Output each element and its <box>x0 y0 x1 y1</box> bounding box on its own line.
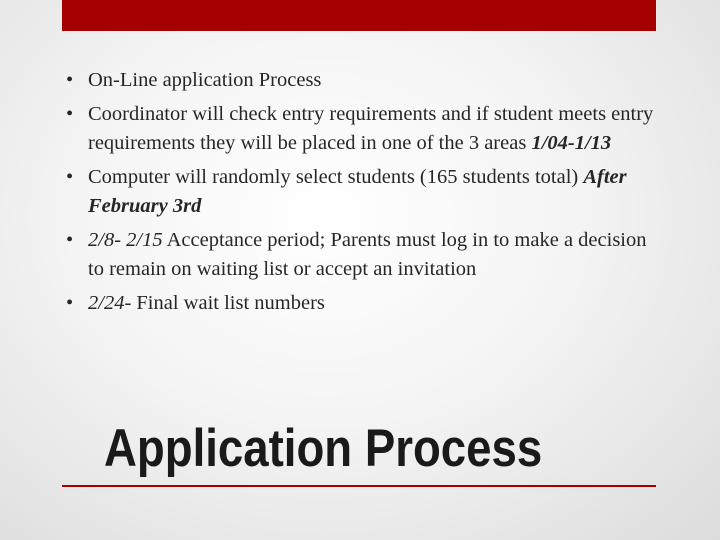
slide-title: Application Process <box>104 419 543 478</box>
date-range: 2/8- 2/15 <box>88 229 163 251</box>
bullet-list <box>66 66 666 323</box>
top-accent-band <box>62 0 656 31</box>
bullet-item <box>66 100 666 158</box>
bullet-item <box>66 226 666 284</box>
title-underline <box>62 485 656 487</box>
date-text: After February 3rd <box>88 166 627 217</box>
bullet-text: Computer will randomly select students (165 students total) <box>88 166 584 188</box>
bullet-item <box>66 163 666 221</box>
bullet-text: On-Line application Process <box>88 69 322 91</box>
bullet-item <box>66 66 666 95</box>
bullet-text: Coordinator will check entry requirements and if student meets entry requirements they will be placed in one of the 3 areas <box>88 103 654 154</box>
bullet-text: Acceptance period; Parents must log in to make a decision to remain on waiting list or accept an invitation <box>88 229 647 280</box>
bullet-item <box>66 289 666 318</box>
bullet-text: Final wait list numbers <box>131 292 325 314</box>
date-range: 1/04-1/13 <box>531 132 612 154</box>
date-text: 2/24- <box>88 292 132 314</box>
